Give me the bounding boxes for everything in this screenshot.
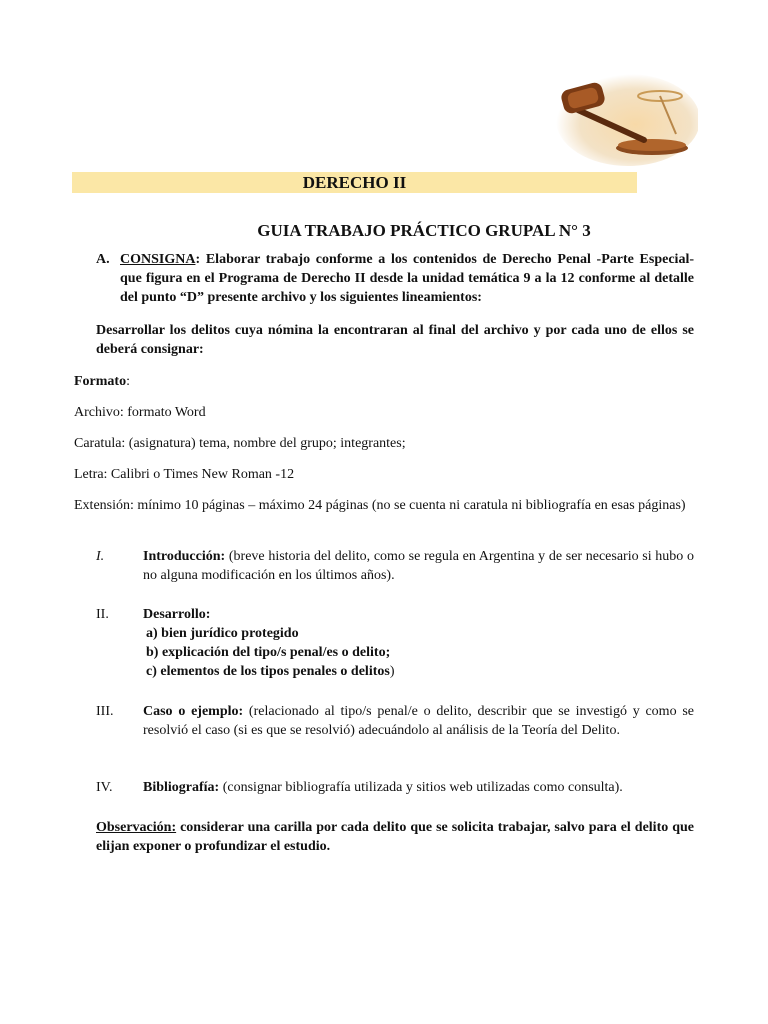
observacion-label: Observación: (96, 820, 177, 835)
observacion-paragraph (96, 818, 694, 856)
item-number: I. (96, 549, 105, 564)
formato-caratula: Caratula: (asignatura) tema, nombre del grupo; integrantes; (74, 436, 406, 451)
page-title: GUIA TRABAJO PRÁCTICO GRUPAL N° 3 (257, 221, 591, 240)
desarrollo-sub-c-end: ) (389, 664, 395, 679)
formato-archivo: Archivo: formato Word (74, 405, 206, 420)
item-text: (breve historia del delito, como se regula en Argentina y de ser necesario si hubo o no alguna modificación en los últimos años). (143, 549, 694, 583)
observacion-text: considerar una carilla por cada delito que se solicita trabajar, salvo para el delito que elijan exponer o profundizar el estudio. (96, 820, 694, 854)
gavel-scales-icon (548, 70, 698, 166)
item-label: Bibliografía: (143, 780, 220, 795)
formato-colon: : (126, 374, 130, 389)
item-number: II. (96, 607, 109, 622)
formato-extension: Extensión: mínimo 10 páginas – máximo 24 páginas (no se cuenta ni caratula ni bibliografía en esas páginas) (74, 498, 686, 513)
item-text: (consignar bibliografía utilizada y sitios web utilizadas como consulta). (219, 780, 623, 795)
desarrollar-paragraph: Desarrollar los delitos cuya nómina la encontraran al final del archivo y por cada uno de ellos se deberá consignar: (96, 323, 694, 357)
desarrollo-sub-c (146, 662, 395, 681)
item-label: Introducción: (143, 549, 226, 564)
consigna-text: Elaborar trabajo conforme a los contenidos de Derecho Penal -Parte Especial- que figura en el Programa de Derecho II desde la unidad temática 9 a la 12 conforme al detalle del punto “D” presente archivo y los siguientes lineamientos: (120, 252, 694, 305)
consigna-label: CONSIGNA (120, 252, 196, 267)
item-text: (relacionado al tipo/s penal/e o delito, describir que se investigó y como se resolvió el caso (si es que se resolvió) adecuándolo al análisis de la Teoría del Delito. (143, 704, 694, 738)
item-number: III. (96, 704, 114, 719)
item-bibliografia (143, 778, 694, 797)
item-number: IV. (96, 780, 113, 795)
consigna-paragraph (120, 250, 694, 307)
section-marker: A. (96, 252, 110, 267)
desarrollo-sub-a: a) bien jurídico protegido (146, 626, 299, 641)
formato-label: Formato (74, 374, 127, 389)
item-desarrollo-label: Desarrollo: (143, 607, 211, 622)
consigna-colon: : (195, 252, 201, 267)
item-introduccion (143, 547, 694, 585)
formato-heading (74, 372, 694, 391)
item-caso (143, 702, 694, 740)
item-label: Caso o ejemplo: (143, 704, 244, 719)
desarrollo-sub-b: b) explicación del tipo/s penal/es o delito; (146, 645, 391, 660)
desarrollo-sub-c-text: c) elementos de los tipos penales o delitos (146, 664, 390, 679)
course-banner: DERECHO II (72, 172, 637, 193)
formato-letra: Letra: Calibri o Times New Roman -12 (74, 467, 295, 482)
